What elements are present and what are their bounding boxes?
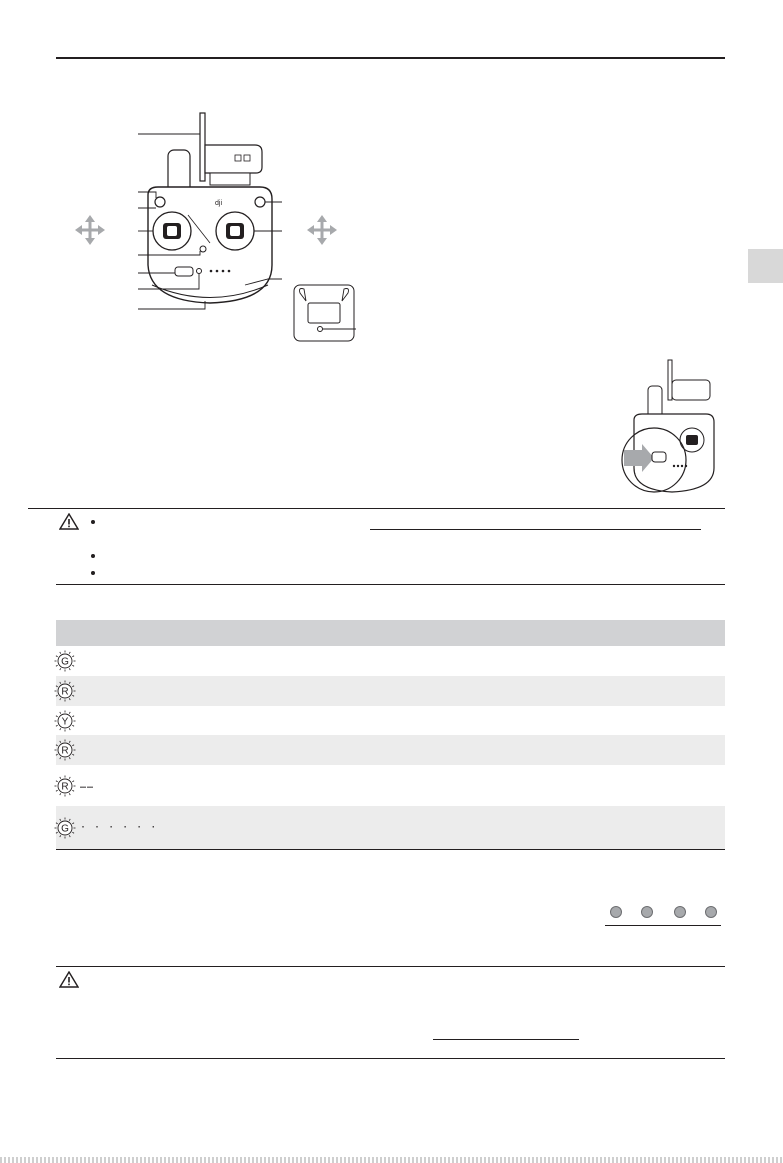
led-indicator-icon (54, 775, 76, 797)
table-row (56, 765, 725, 806)
bullet (91, 520, 95, 524)
table-header-row (56, 620, 725, 646)
table-bottom-rule (56, 849, 725, 850)
power-level-led-icon (705, 906, 717, 918)
blink-dots: …… (80, 780, 95, 791)
table-row (56, 646, 725, 676)
chapter-side-tab (748, 249, 783, 283)
underline (370, 529, 701, 530)
remote-controller-diagram (60, 105, 360, 345)
led-indicator-icon (54, 710, 76, 732)
led-letter: R (61, 686, 69, 698)
underline (433, 1039, 579, 1040)
svg-text:dji: dji (215, 200, 223, 207)
led-indicator-icon (54, 650, 76, 672)
table-row (56, 676, 725, 706)
table-row (56, 735, 725, 765)
blink-dots: · · · · · · (80, 822, 158, 833)
caution-triangle-icon (59, 513, 79, 530)
four-way-arrow-icon (307, 215, 337, 245)
power-level-led-icon (674, 906, 686, 918)
caution-top-rule (28, 508, 725, 509)
page-bottom-edge (0, 1157, 783, 1163)
led-letter: G (61, 823, 69, 834)
caution-top-rule (56, 966, 725, 967)
led-letter: R (61, 781, 69, 792)
power-on-illustration (610, 358, 720, 498)
led-letter: R (61, 745, 69, 757)
led-indicator-icon (54, 817, 76, 839)
header-rule (56, 57, 725, 59)
power-led-underline (605, 925, 721, 926)
caution-bottom-rule (56, 1058, 725, 1059)
led-indicator-icon (54, 680, 76, 702)
four-way-arrow-icon (75, 215, 105, 245)
led-indicator-icon (54, 739, 76, 761)
caution-bottom-rule (56, 584, 725, 585)
power-level-led-icon (641, 906, 653, 918)
table-row (56, 706, 725, 735)
bullet (91, 571, 95, 575)
led-letter: G (61, 656, 69, 668)
led-letter: Y (61, 716, 69, 727)
led-status-table (56, 620, 725, 849)
caution-triangle-icon (59, 971, 79, 988)
bullet (91, 554, 95, 558)
table-row (56, 806, 725, 849)
power-level-led-icon (610, 906, 622, 918)
